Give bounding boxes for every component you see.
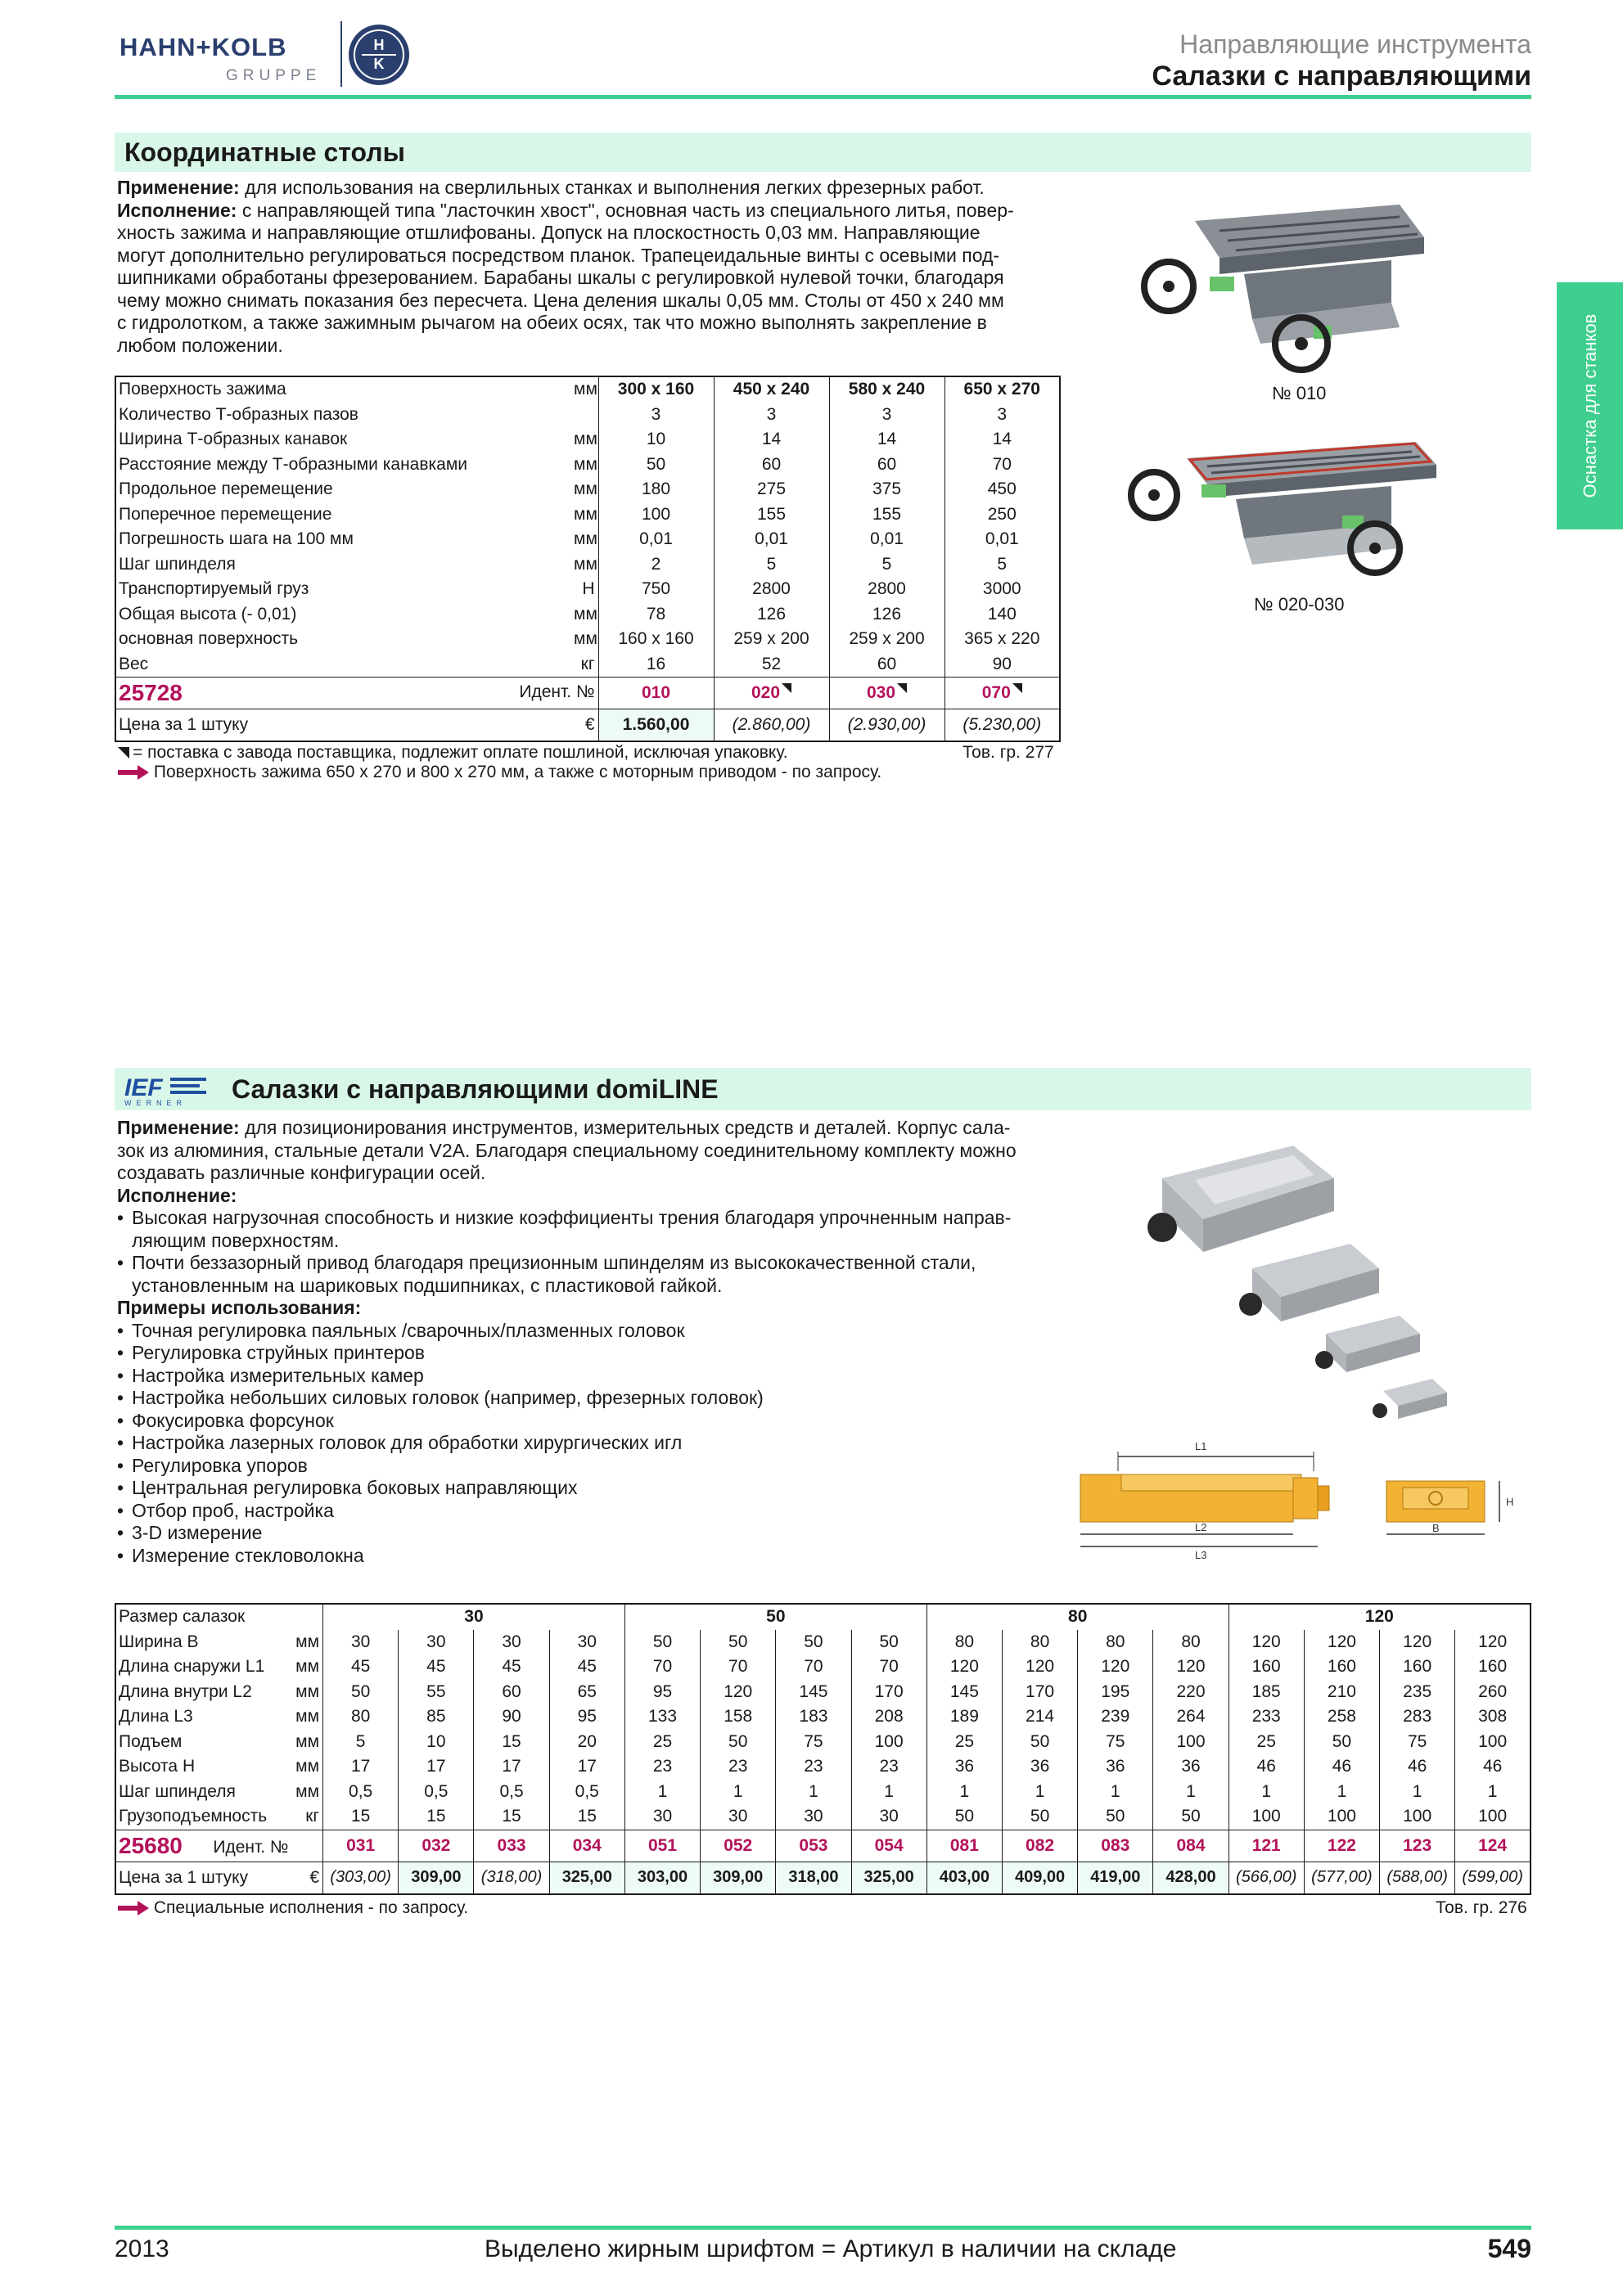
table-cell: 36: [1078, 1754, 1153, 1780]
price-row: [115, 709, 1060, 742]
table-row: Количество Т-образных пазов 3 3 3 3: [115, 403, 1060, 428]
design-list: [117, 1207, 1066, 1297]
price-cell: (303,00): [323, 1862, 399, 1894]
application-paragraph: Применение: для использования на сверлильных станках и выполнения легких фрезерных работ.: [117, 177, 985, 198]
table-cell: 50: [926, 1804, 1002, 1830]
price-cell: 309,00: [701, 1862, 776, 1894]
table-cell: 1: [624, 1780, 700, 1805]
price-cell: (599,00): [1455, 1862, 1531, 1894]
brand-emblem-icon: [347, 23, 411, 87]
table-cell: 100: [851, 1730, 926, 1755]
table-cell: 120: [701, 1680, 776, 1705]
price-cell: 309,00: [399, 1862, 474, 1894]
table-cell: 120: [1455, 1630, 1531, 1655]
table-row: Общая высота (- 0,01) мм 78 126 126 140: [115, 602, 1060, 628]
table-cell: 70: [701, 1654, 776, 1680]
section-title: Салазки с направляющими domiLINE: [232, 1074, 719, 1104]
table-cell: 65: [549, 1680, 624, 1705]
table-row: Транспортируемый груз Н 750 2800 2800 3000: [115, 577, 1060, 602]
list-item: • Фокусировка форсунок: [117, 1410, 1066, 1433]
table-row: Погрешность шага на 100 мм мм 0,01 0,01 0,01 0,01: [115, 527, 1060, 552]
table-cell: 50: [624, 1630, 700, 1655]
price-cell: 428,00: [1153, 1862, 1229, 1894]
caption-010: № 010: [1272, 383, 1327, 403]
header-title: Салазки с направляющими: [1152, 61, 1531, 92]
note-factory-delivery: = поставка с завода поставщика, подлежит оплате пошлиной, исключая упаковку.: [118, 743, 788, 763]
table-cell: 30: [624, 1804, 700, 1830]
table-cell: 50: [323, 1680, 399, 1705]
table-cell: 45: [474, 1654, 549, 1680]
domiline-dimension-drawing: [1072, 1432, 1555, 1563]
table-cell: 36: [1153, 1754, 1229, 1780]
footer-year: 2013: [115, 2235, 169, 2262]
coordinate-tables-spec-table: [115, 376, 1061, 742]
table-cell: 30: [323, 1630, 399, 1655]
note-special-versions: Специальные исполнения - по запросу.: [118, 1898, 468, 1918]
table-cell: 50: [1078, 1804, 1153, 1830]
price-cell: (5.230,00): [944, 709, 1060, 742]
price-cell: 1.560,00: [598, 709, 714, 742]
page-number: 549: [1487, 2234, 1531, 2263]
table-cell: 1: [1455, 1780, 1531, 1805]
table-cell: 1: [1380, 1780, 1455, 1805]
article-number: 25728: [119, 680, 183, 705]
table-cell: 120: [926, 1654, 1002, 1680]
price-cell: (2.860,00): [714, 709, 829, 742]
ident-code[interactable]: 054: [874, 1835, 904, 1855]
list-item: • Центральная регулировка боковых направляющих: [117, 1477, 1066, 1500]
table-row: Вес кг 16 52 60 90: [115, 652, 1060, 678]
section-title: Координатные столы: [124, 137, 405, 167]
ief-werner-logo-icon: [121, 1073, 218, 1107]
arrow-right-icon: [118, 1901, 149, 1916]
size-group: 120: [1229, 1604, 1531, 1630]
table-cell: 100: [1153, 1730, 1229, 1755]
price-cell: (588,00): [1380, 1862, 1455, 1894]
price-cell: 325,00: [549, 1862, 624, 1894]
table-cell: 235: [1380, 1680, 1455, 1705]
table-cell: 17: [323, 1754, 399, 1780]
table-cell: 30: [549, 1630, 624, 1655]
table-cell: 5: [323, 1730, 399, 1755]
table-cell: 220: [1153, 1680, 1229, 1705]
footer-legend: Выделено жирным шрифтом = Артикул в наличии на складе: [485, 2235, 1177, 2262]
table-row: Грузоподъемность кг 15 15 15 15 30 30 30 30 50 50 50 50 100 100 100 100: [115, 1804, 1531, 1830]
price-cell: (566,00): [1229, 1862, 1304, 1894]
list-item: • Почти беззазорный привод благодаря прецизионным шпинделям из высококачественной стали, установленным на шариковых подшипниках, с пластиковой гайкой.: [117, 1252, 1066, 1297]
table-cell: 55: [399, 1680, 474, 1705]
table-cell: 90: [474, 1704, 549, 1730]
table-cell: 160: [1455, 1654, 1531, 1680]
ident-code[interactable]: 082: [1026, 1835, 1055, 1855]
table-cell: 1: [851, 1780, 926, 1805]
table-cell: 15: [474, 1730, 549, 1755]
table-cell: 260: [1455, 1680, 1531, 1705]
table-row: Подъем мм 5 10 15 20 25 50 75 100 25 50 75 100 25 50 75 100: [115, 1730, 1531, 1755]
table-cell: 133: [624, 1704, 700, 1730]
table-cell: 258: [1304, 1704, 1379, 1730]
table-cell: 45: [399, 1654, 474, 1680]
ident-code[interactable]: 084: [1176, 1835, 1206, 1855]
ident-code[interactable]: 051: [647, 1835, 678, 1855]
table-cell: 214: [1002, 1704, 1077, 1730]
ident-code[interactable]: 030: [866, 683, 896, 702]
design-paragraph: Исполнение: с направляющей типа "ласточкин хвост", основная часть из специального литья, повер- хность зажима и направляющие отшлифованы. Допуск на плоскостность 0,03 мм. Направляющие могут дополнительно регулироваться посредством планок. Трапецеидальные винты с осевыми под- шипниками обработаны фрезерованием. Барабаны шкалы с регулировкой нулевой точки, благодаря чему можно снимать показания без пересчета. Цена деления шкалы 0,05 мм. Столы от 450 х 240 мм с гидролотком, а также зажимным рычагом на обеих осях, так что можно выполнять закрепление в любом положении.: [117, 199, 1014, 356]
table-cell: 1: [1229, 1780, 1304, 1805]
header-category: Направляющие инструмента: [1179, 29, 1531, 59]
table-cell: 120: [1380, 1630, 1455, 1655]
table-row: Длина внутри L2 мм 50 55 60 65 95 120 145 170 145 170 195 220 185 210 235 260: [115, 1680, 1531, 1705]
table-cell: 1: [776, 1780, 851, 1805]
table-cell: 1: [1153, 1780, 1229, 1805]
ident-label: Идент. №: [213, 1837, 289, 1857]
table-cell: 50: [1153, 1804, 1229, 1830]
list-item: • 3-D измерение: [117, 1522, 1066, 1545]
table-cell: 95: [624, 1680, 700, 1705]
table-cell: 170: [851, 1680, 926, 1705]
table-cell: 0,5: [323, 1780, 399, 1805]
table-row: Ширина B мм 30 30 30 30 50 50 50 50 80 80 80 80 120 120 120 120: [115, 1630, 1531, 1655]
price-label: Цена за 1 штуку: [115, 709, 570, 742]
price-cell: 419,00: [1078, 1862, 1153, 1894]
table-cell: 1: [701, 1780, 776, 1805]
domiline-spec-table: [115, 1603, 1531, 1895]
table-cell: 75: [1380, 1730, 1455, 1755]
examples-label: Примеры использования:: [117, 1297, 362, 1318]
table-cell: 185: [1229, 1680, 1304, 1705]
dim-label-l3: L3: [1195, 1549, 1207, 1561]
price-row: [115, 1862, 1531, 1894]
price-cell: 403,00: [926, 1862, 1002, 1894]
list-item: • Настройка лазерных головок для обработки хирургических игл: [117, 1432, 1066, 1455]
table-row: Поверхность зажима мм 300 x 160 450 x 240 580 x 240 650 x 270: [115, 376, 1060, 403]
table-row: Длина снаружи L1 мм 45 45 45 45 70 70 70 70 120 120 120 120 160 160 160 160: [115, 1654, 1531, 1680]
table-cell: 239: [1078, 1704, 1153, 1730]
table-cell: 70: [776, 1654, 851, 1680]
price-cell: 325,00: [851, 1862, 926, 1894]
table-cell: 70: [851, 1654, 926, 1680]
list-item: • Высокая нагрузочная способность и низкие коэффициенты трения благодаря упрочненным направ- ляющим поверхностям.: [117, 1207, 1066, 1252]
table-cell: 23: [624, 1754, 700, 1780]
table-cell: 0,5: [474, 1780, 549, 1805]
ident-code[interactable]: 121: [1251, 1835, 1281, 1855]
ident-code[interactable]: 052: [724, 1835, 753, 1855]
table-cell: 80: [1078, 1630, 1153, 1655]
product-group: Тов. гр. 277: [963, 743, 1054, 762]
list-item: • Регулировка упоров: [117, 1455, 1066, 1478]
table-cell: 1: [1002, 1780, 1077, 1805]
ident-code[interactable]: 053: [799, 1835, 828, 1855]
table-cell: 23: [701, 1754, 776, 1780]
table-cell: 46: [1304, 1754, 1379, 1780]
article-number: 25680: [119, 1832, 183, 1858]
table-cell: 15: [323, 1804, 399, 1830]
price-cell: (2.930,00): [829, 709, 944, 742]
caption-020-030: № 020-030: [1254, 594, 1345, 615]
table-cell: 50: [1304, 1730, 1379, 1755]
table-cell: 100: [1380, 1804, 1455, 1830]
table-cell: 30: [701, 1804, 776, 1830]
table-cell: 1: [1304, 1780, 1379, 1805]
section1-description: [117, 177, 1066, 357]
ident-code[interactable]: 033: [497, 1835, 526, 1855]
ident-label: Идент. №: [519, 682, 595, 701]
factory-delivery-icon: [118, 747, 129, 759]
table-cell: 17: [399, 1754, 474, 1780]
table-cell: 15: [549, 1804, 624, 1830]
table-cell: 208: [851, 1704, 926, 1730]
currency: €: [291, 1862, 322, 1894]
table-cell: 80: [1002, 1630, 1077, 1655]
svg-text:WERNER: WERNER: [124, 1099, 187, 1107]
table-row: Высота H мм 17 17 17 17 23 23 23 23 36 36 36 36 46 46 46 46: [115, 1754, 1531, 1780]
table-cell: 100: [1455, 1804, 1531, 1830]
ident-row: [115, 678, 1060, 709]
table-cell: 46: [1380, 1754, 1455, 1780]
table-cell: 145: [776, 1680, 851, 1705]
ident-code[interactable]: 032: [422, 1835, 451, 1855]
table-row: Продольное перемещение мм 180 275 375 450: [115, 477, 1060, 502]
table-cell: 80: [323, 1704, 399, 1730]
size-group: 50: [624, 1604, 926, 1630]
table-cell: 50: [1002, 1804, 1077, 1830]
table-cell: 158: [701, 1704, 776, 1730]
factory-delivery-icon: [897, 683, 907, 693]
ident-code[interactable]: 034: [572, 1835, 602, 1855]
ident-code[interactable]: 122: [1327, 1835, 1356, 1855]
table-cell: 50: [701, 1730, 776, 1755]
table-row: Поперечное перемещение мм 100 155 155 250: [115, 502, 1060, 528]
examples-list: [117, 1320, 1066, 1568]
table-cell: 17: [474, 1754, 549, 1780]
table-cell: 10: [399, 1730, 474, 1755]
size-label: Размер салазок: [119, 1607, 246, 1627]
list-item: • Точная регулировка паяльных /сварочных/плазменных головок: [117, 1320, 1066, 1343]
table-row: Расстояние между Т-образными канавками мм 50 60 60 70: [115, 452, 1060, 478]
table-cell: 100: [1455, 1730, 1531, 1755]
table-cell: 160: [1304, 1654, 1379, 1680]
table-cell: 46: [1229, 1754, 1304, 1780]
table-cell: 0,5: [549, 1780, 624, 1805]
table-cell: 120: [1304, 1630, 1379, 1655]
table-cell: 145: [926, 1680, 1002, 1705]
price-cell: (577,00): [1304, 1862, 1379, 1894]
table-cell: 50: [1002, 1730, 1077, 1755]
table-cell: 45: [549, 1654, 624, 1680]
table-cell: 30: [399, 1630, 474, 1655]
ident-code[interactable]: 081: [949, 1835, 979, 1855]
footer-divider: [115, 2226, 1531, 2230]
ident-code[interactable]: 123: [1403, 1835, 1432, 1855]
table-row: Ширина Т-образных канавок мм 10 14 14 14: [115, 427, 1060, 452]
dim-label-h: H: [1506, 1496, 1514, 1508]
table-cell: 80: [1153, 1630, 1229, 1655]
table-cell: 36: [926, 1754, 1002, 1780]
brand-logo-sub: GRUPPE: [226, 67, 322, 84]
list-item: • Измерение стекловолокна: [117, 1545, 1066, 1568]
side-tab-label: Оснастка для станков: [1579, 313, 1600, 498]
header-divider: [115, 95, 1531, 99]
table-cell: 308: [1455, 1704, 1531, 1730]
section2-description: [117, 1117, 1066, 1567]
table-cell: 160: [1229, 1654, 1304, 1680]
product-group: Тов. гр. 276: [1436, 1898, 1527, 1917]
table-cell: 0,5: [399, 1780, 474, 1805]
section-bar-coordinate-tables: [115, 133, 1531, 172]
list-item: • Настройка измерительных камер: [117, 1365, 1066, 1388]
table-cell: 60: [474, 1680, 549, 1705]
ident-code[interactable]: 070: [981, 683, 1011, 702]
table-cell: 23: [776, 1754, 851, 1780]
ident-code[interactable]: 020: [751, 683, 781, 702]
table-cell: 189: [926, 1704, 1002, 1730]
table-row: Длина L3 мм 80 85 90 95 133 158 183 208 189 214 239 264 233 258 283 308: [115, 1704, 1531, 1730]
table-cell: 1: [926, 1780, 1002, 1805]
table-cell: 25: [926, 1730, 1002, 1755]
table-row: Шаг шпинделя мм 2 5 5 5: [115, 552, 1060, 578]
price-label: Цена за 1 штуку: [115, 1862, 291, 1894]
table-cell: 120: [1002, 1654, 1077, 1680]
table-cell: 120: [1229, 1630, 1304, 1655]
design-label: Исполнение:: [117, 1184, 237, 1206]
table-cell: 170: [1002, 1680, 1077, 1705]
note-on-request: Поверхность зажима 650 х 270 и 800 х 270 мм, а также с моторным приводом - по запросу.: [118, 763, 881, 782]
ident-row: [115, 1830, 1531, 1862]
coordinate-table-020-030-image: [1105, 425, 1449, 589]
table-cell: 1: [1078, 1780, 1153, 1805]
table-cell: 36: [1002, 1754, 1077, 1780]
table-cell: 25: [624, 1730, 700, 1755]
ident-code[interactable]: 124: [1478, 1835, 1508, 1855]
table-row: Шаг шпинделя мм 0,5 0,5 0,5 0,5 1 1 1 1 1 1 1 1 1 1 1 1: [115, 1780, 1531, 1805]
table-cell: 50: [776, 1630, 851, 1655]
table-cell: 50: [701, 1630, 776, 1655]
table-cell: 120: [1078, 1654, 1153, 1680]
table-cell: 50: [851, 1630, 926, 1655]
list-item: • Регулировка струйных принтеров: [117, 1342, 1066, 1365]
table-cell: 46: [1455, 1754, 1531, 1780]
table-cell: 15: [474, 1804, 549, 1830]
price-cell: 318,00: [776, 1862, 851, 1894]
price-cell: (318,00): [474, 1862, 549, 1894]
ident-code[interactable]: 083: [1101, 1835, 1130, 1855]
price-cell: 409,00: [1002, 1862, 1077, 1894]
logo-divider: [340, 21, 342, 87]
list-item: • Настройка небольших силовых головок (например, фрезерных головок): [117, 1387, 1066, 1410]
table-cell: 100: [1304, 1804, 1379, 1830]
section-bar-domiline: [115, 1068, 1531, 1110]
factory-delivery-icon: [1012, 683, 1022, 693]
svg-text:IEF: IEF: [124, 1074, 163, 1101]
arrow-right-icon: [118, 765, 149, 780]
table-row: основная поверхность мм 160 x 160 259 x 200 259 x 200 365 x 220: [115, 627, 1060, 652]
table-cell: 120: [1153, 1654, 1229, 1680]
table-cell: 233: [1229, 1704, 1304, 1730]
table-cell: 100: [1229, 1804, 1304, 1830]
ident-code[interactable]: 031: [346, 1835, 376, 1855]
table-cell: 70: [624, 1654, 700, 1680]
table-cell: 17: [549, 1754, 624, 1780]
table-cell: 85: [399, 1704, 474, 1730]
application-paragraph: Применение: для позиционирования инструментов, измерительных средств и деталей. Корпус сала- зок из алюминия, стальные детали V2A. Благодаря специальному соединительному комплекту можно создавать различные конфигурации осей.: [117, 1117, 1017, 1183]
table-cell: 210: [1304, 1680, 1379, 1705]
table-cell: 283: [1380, 1704, 1455, 1730]
dim-label-b: B: [1432, 1522, 1440, 1534]
coordinate-table-010-image: [1129, 188, 1440, 376]
table-cell: 95: [549, 1704, 624, 1730]
table-cell: 75: [776, 1730, 851, 1755]
table-cell: 183: [776, 1704, 851, 1730]
currency: €: [570, 709, 598, 742]
table-cell: 45: [323, 1654, 399, 1680]
table-cell: 30: [851, 1804, 926, 1830]
svg-text:H: H: [373, 37, 385, 53]
table-cell: 80: [926, 1630, 1002, 1655]
factory-delivery-icon: [782, 683, 791, 693]
table-cell: 23: [851, 1754, 926, 1780]
table-cell: 30: [776, 1804, 851, 1830]
table-cell: 15: [399, 1804, 474, 1830]
list-item: • Отбор проб, настройка: [117, 1500, 1066, 1523]
size-row: [115, 1604, 1531, 1630]
table-cell: 30: [474, 1630, 549, 1655]
table-cell: 75: [1078, 1730, 1153, 1755]
dim-label-l2: L2: [1195, 1521, 1207, 1533]
table-cell: 20: [549, 1730, 624, 1755]
svg-text:K: K: [373, 56, 385, 72]
table-cell: 25: [1229, 1730, 1304, 1755]
table-cell: 264: [1153, 1704, 1229, 1730]
domiline-slides-image: [1129, 1129, 1473, 1440]
dim-label-l1: L1: [1195, 1440, 1207, 1452]
size-group: 30: [323, 1604, 625, 1630]
side-tab[interactable]: [1557, 282, 1623, 529]
ident-code[interactable]: 010: [641, 683, 671, 702]
price-cell: 303,00: [624, 1862, 700, 1894]
table-cell: 160: [1380, 1654, 1455, 1680]
table-cell: 195: [1078, 1680, 1153, 1705]
size-group: 80: [926, 1604, 1229, 1630]
brand-logo: HAHN+KOLB: [119, 33, 287, 61]
